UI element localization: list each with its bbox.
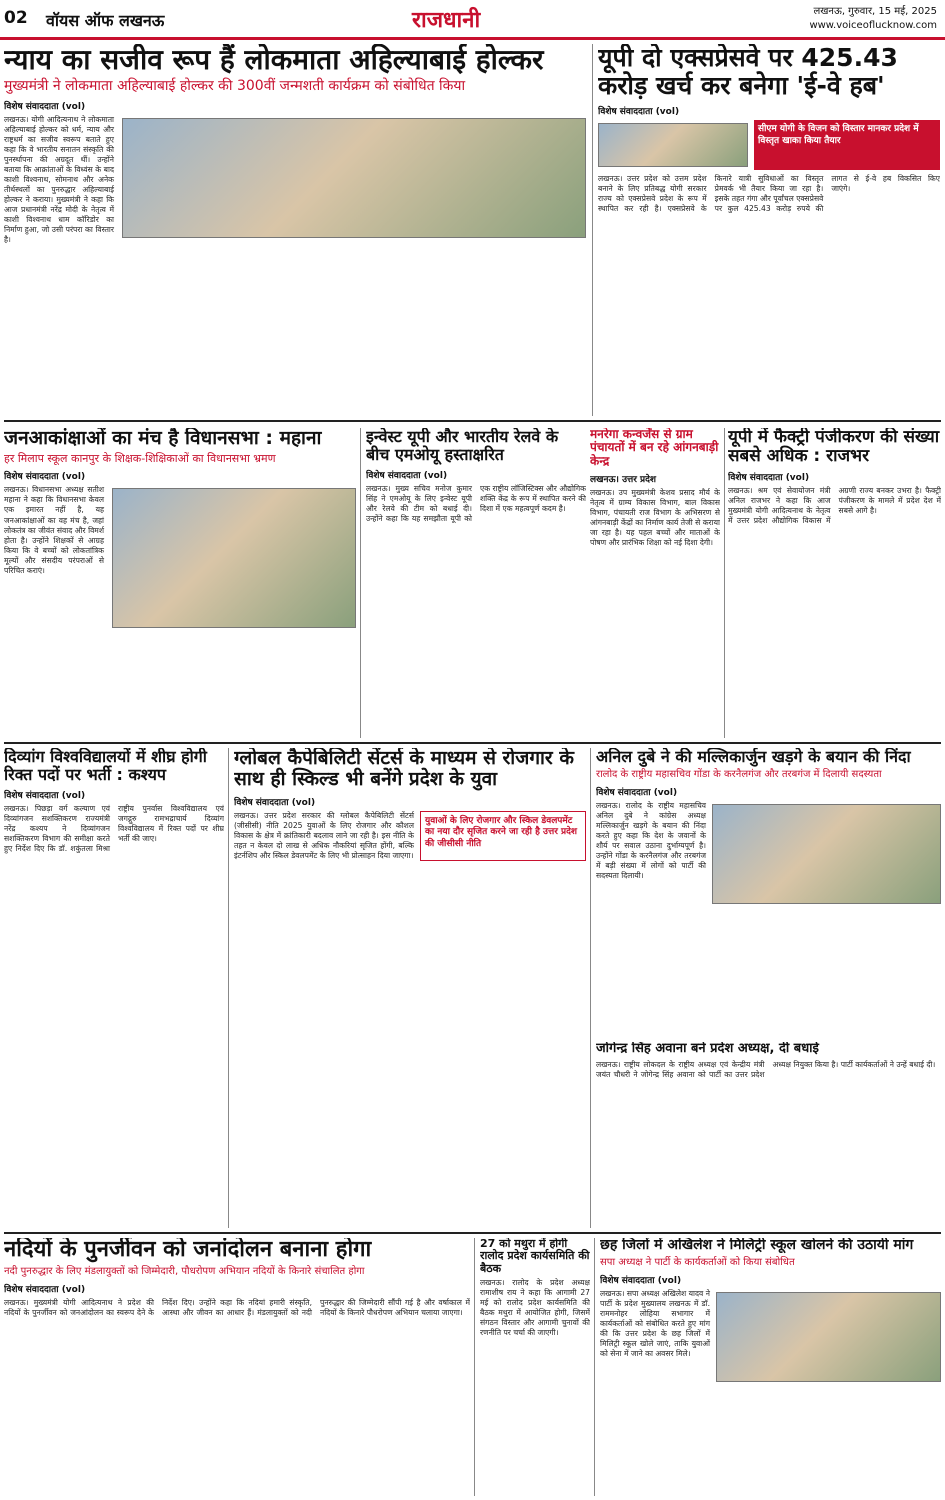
story-body: लखनऊ। श्रम एवं सेवायोजन मंत्री अनिल राजभर ने कहा कि आज मुख्यमंत्री योगी आदित्यनाथ के नेतृत्व में उत्तर प्रदेश औद्योगिक विकास में अग्रणी राज्य बनकर उभरा है। फैक्ट्री पंजीकरण के मामले में प्रदेश देश में सबसे आगे है।: [728, 486, 941, 526]
teachers-photo: [112, 488, 356, 628]
story-rivers: [4, 1238, 470, 1496]
story-anil-dubey: [596, 748, 941, 1038]
headline: अनिल दुबे ने की मल्लिकार्जुन खड़गे के बयान की निंदा: [596, 748, 911, 766]
story-anganwadi: [590, 428, 720, 738]
column-divider: [228, 748, 229, 1228]
story-body: लखनऊ। योगी आदित्यनाथ ने लोकमाता अहिल्याबाई होल्कर को धर्म, न्याय और राष्ट्रधर्म का सजीव स्वरूप बताते हुए कहा कि वे भारतीय सनातन संस्कृति की पुनर्स्थापना की अग्रदूत थीं। उन्होंने बताया कि आक्रांताओं के विध्वंस के बाद काशी विश्वनाथ, सोमनाथ और अनेक तीर्थस्थलों का पुनरुद्धार अहिल्याबाई होल्कर ने कराया। मुख्यमंत्री ने कहा कि आज प्रधानमंत्री नरेंद्र मोदी के नेतृत्व में काशी विश्वनाथ धाम कॉरिडोर का निर्माण हुआ, जो उसी परंपरा का विस्तार है।: [4, 115, 114, 245]
masthead: [0, 0, 945, 40]
subhead: रालोद के राष्ट्रीय महासचिव गोंडा के करनैलगंज और तरबगंज में दिलायी सदस्यता: [596, 768, 882, 780]
section-rule: [4, 742, 941, 744]
event-photo: [122, 118, 586, 238]
byline: विशेष संवाददाता (vol): [4, 472, 86, 483]
subhead: नदी पुनरुद्धार के लिए मंडलायुक्तों को जिम्मेदारी, पौधरोपण अभियान नदियों के किनारे संचालित होगा: [4, 1265, 365, 1277]
membership-photo: [712, 804, 941, 904]
byline: विशेष संवाददाता (vol): [600, 1275, 682, 1286]
column-divider: [594, 1238, 595, 1496]
story-body: लखनऊ। पिछड़ा वर्ग कल्याण एवं दिव्यांगजन सशक्तिकरण राज्यमंत्री नरेंद्र कश्यप ने दिव्यांगजन सशक्तिकरण विभाग की समीक्षा करते हुए निर्देश दिए कि डॉ. शकुंतला मिश्रा राष्ट्रीय पुनर्वास विश्वविद्यालय एवं जगद्गुरु रामभद्राचार्य दिव्यांग विश्वविद्यालय में रिक्त पदों पर शीघ्र भर्ती की जाए।: [4, 803, 224, 853]
story-akhilesh: [600, 1238, 941, 1496]
byline: विशेष संवाददाता (vol): [4, 102, 86, 113]
byline: विशेष संवाददाता (vol): [598, 107, 680, 117]
page-number: 02: [4, 8, 28, 28]
newspaper-logo: राजधानी: [412, 7, 481, 33]
story-eway-hub: [598, 44, 940, 416]
story-body: लखनऊ। रालोद के प्रदेश अध्यक्ष रामाशीष राय ने कहा कि आगामी 27 मई को रालोद प्रदेश कार्यसमिति की बैठक मथुरा में आयोजित होगी, जिसमें संगठन विस्तार और आगामी चुनावों की रणनीति पर चर्चा की जाएगी।: [480, 1277, 590, 1338]
sp-meeting-photo: [716, 1292, 941, 1382]
cm-photo: [598, 123, 748, 167]
headline: दिव्यांग विश्वविद्यालयों में शीघ्र होगी रिक्त पदों पर भर्ती : कश्यप: [4, 748, 207, 784]
story-body: लखनऊ। मुख्यमंत्री योगी आदित्यनाथ ने प्रदेश की नदियों के पुनर्जीवन को जनआंदोलन का स्वरूप देने के निर्देश दिए। उन्होंने कहा कि नदियां हमारी संस्कृति, आस्था और जीवन का आधार हैं। मंडलायुक्तों को नदी पुनरुद्धार की जिम्मेदारी सौंपी गई है और वर्षाकाल में नदियों के किनारे पौधरोपण अभियान चलाया जाएगा।: [4, 1297, 470, 1317]
dateline: [809, 5, 937, 33]
column-divider: [590, 748, 591, 1228]
headline: मनरेगा कन्वर्जेंस से ग्राम पंचायतों में बन रहे आंगनबाड़ी केन्द्र: [590, 428, 719, 468]
story-divyang: [4, 748, 224, 1228]
story-factory: [728, 428, 941, 738]
story-invest-up: [366, 428, 586, 738]
byline: विशेष संवाददाता (vol): [728, 473, 810, 484]
subhead: सपा अध्यक्ष ने पार्टी के कार्यकर्ताओं को किया संबोधित: [600, 1256, 795, 1268]
column-divider: [474, 1238, 475, 1496]
story-body: लखनऊ। सपा अध्यक्ष अखिलेश यादव ने पार्टी के प्रदेश मुख्यालय लखनऊ में डॉ. राममनोहर लोहिया सभागार में कार्यकर्ताओं को संबोधित करते हुए मांग की कि उत्तर प्रदेश के छह जिलों में मिलिट्री स्कूल खोले जाएं, ताकि युवाओं को सेना में जाने का अवसर मिले।: [600, 1288, 710, 1358]
headline: नदियों के पुनर्जीवन को जनांदोलन बनाना होगा: [4, 1238, 372, 1262]
website: www.voiceoflucknow.com: [809, 20, 937, 31]
date: लखनऊ, गुरुवार, 15 मई, 2025: [813, 6, 937, 17]
subhead: मुख्यमंत्री ने लोकमाता अहिल्याबाई होल्कर की 300वीं जन्मशती कार्यक्रम को संबोधित किया: [4, 78, 466, 95]
story-callout: सीएम योगी के विजन को विस्तार मानकर प्रदेश में विस्तृत खाका किया तैयार: [754, 120, 940, 170]
story-body: लखनऊ। राष्ट्रीय लोकदल के राष्ट्रीय अध्यक्ष एवं केन्द्रीय मंत्री जयंत चौधरी ने जोगेन्द्र सिंह अवाना को पार्टी का उत्तर प्रदेश अध्यक्ष नियुक्त किया है। पार्टी कार्यकर्ताओं ने उन्हें बधाई दी।: [596, 1059, 936, 1079]
byline: लखनऊ। उत्तर प्रदेश: [590, 475, 657, 486]
story-awana: [596, 1042, 941, 1228]
column-divider: [592, 44, 593, 416]
section-rule: [4, 1232, 941, 1234]
headline: जनआकांक्षाओं का मंच है विधानसभा : महाना: [4, 428, 322, 449]
story-rld-meeting: [480, 1238, 590, 1496]
section-rule: [4, 420, 941, 422]
story-callout: युवाओं के लिए रोजगार और स्किल डेवलपमेंट का नया दौर सृजित करने जा रही है उत्तर प्रदेश की जीसीसी नीति: [420, 811, 586, 861]
headline: जोगेन्द्र सिंह अवाना बने प्रदेश अध्यक्ष, दी बधाई: [596, 1042, 819, 1056]
story-ahilyabai: [4, 44, 586, 416]
headline: इन्वेस्ट यूपी और भारतीय रेलवे के बीच एमओयू हस्ताक्षरित: [366, 428, 559, 464]
column-divider: [360, 428, 361, 738]
column-divider: [724, 428, 725, 738]
story-vidhansabha: [4, 428, 356, 738]
headline: ग्लोबल कैपेबिलिटी सेंटर्स के माध्यम से रोजगार के साथ ही स्किल्ड भी बनेंगे प्रदेश के युवा: [234, 748, 574, 791]
story-body: लखनऊ। उत्तर प्रदेश को उत्तम प्रदेश बनाने के लिए प्रतिबद्ध योगी सरकार राज्य को एक्सप्रेसवे प्रदेश के रूप में स्थापित कर रही है। एक्सप्रेसवे के किनारे यात्री सुविधाओं का विस्तृत प्रेमवर्क भी तैयार किया जा रहा है। इसके तहत गंगा और पूर्वांचल एक्सप्रेसवे पर कुल 425.43 करोड़ रुपये की लागत से ई-वे हब विकसित किए जाएंगे।: [598, 174, 940, 214]
story-body: लखनऊ। विधानसभा अध्यक्ष सतीश महाना ने कहा कि विधानसभा केवल एक इमारत नहीं है, यह जनआकांक्षाओं का वह मंच है, जहां लोकतंत्र का जीवंत संवाद और विमर्श होता है। उन्होंने शिक्षकों से आग्रह किया कि वे बच्चों को लोकतांत्रिक मूल्यों और संसदीय परंपराओं से परिचित कराएं।: [4, 485, 104, 575]
headline: यूपी में फैक्ट्री पंजीकरण की संख्या सबसे अधिक : राजभर: [728, 428, 940, 467]
byline: विशेष संवाददाता (vol): [4, 1284, 86, 1295]
story-body: लखनऊ। उत्तर प्रदेश सरकार की ग्लोबल कैपेबिलिटी सेंटर्स (जीसीसी) नीति 2025 युवाओं के लिए रोजगार और कौशल विकास के क्षेत्र में क्रांतिकारी बदलाव लाने जा रही है। इस नीति के तहत न केवल दो लाख से अधिक नौकरियां सृजित होंगी, बल्कि इंटर्नशिप और स्किल डेवलपमेंट के लिए भी प्रोत्साहन दिया जाएगा।: [234, 810, 414, 860]
section-name: वॉयस ऑफ लखनऊ: [46, 11, 165, 30]
headline: 27 को मथुरा में होगी रालोद प्रदेश कार्यसमिति की बैठक: [480, 1238, 590, 1275]
byline: विशेष संवाददाता (vol): [4, 790, 86, 801]
headline: छह जिलों में अखिलेश ने मिलिट्री स्कूल खोलने की उठायी मांग: [600, 1238, 914, 1253]
byline: विशेष संवाददाता (vol): [234, 797, 316, 808]
subhead: हर मिलाप स्कूल कानपुर के शिक्षक-शिक्षिकाओं का विधानसभा भ्रमण: [4, 452, 276, 466]
byline: विशेष संवाददाता (vol): [366, 470, 448, 481]
story-gcc: [234, 748, 586, 1228]
headline: न्याय का सजीव रूप हैं लोकमाता अहिल्याबाई होल्कर: [4, 44, 544, 76]
byline: विशेष संवाददाता (vol): [596, 787, 678, 798]
story-body: लखनऊ। मुख्य सचिव मनोज कुमार सिंह ने एमओयू के लिए इन्वेस्ट यूपी और रेलवे की टीम को बधाई दी। उन्होंने कहा कि यह समझौता यूपी को एक राष्ट्रीय लॉजिस्टिक्स और औद्योगिक शक्ति केंद्र के रूप में स्थापित करने की दिशा में एक महत्वपूर्ण कदम है।: [366, 483, 586, 523]
story-body: लखनऊ। रालोद के राष्ट्रीय महासचिव अनिल दुबे ने कांग्रेस अध्यक्ष मल्लिकार्जुन खड़गे के बयान की निंदा करते हुए कहा कि देश के जवानों के शौर्य पर सवाल उठाना दुर्भाग्यपूर्ण है। उन्होंने गोंडा के करनैलगंज और तरबगंज में बड़ी संख्या में लोगों को पार्टी की सदस्यता दिलायी।: [596, 800, 706, 881]
headline: यूपी दो एक्सप्रेसवे पर 425.43 करोड़ खर्च कर बनेगा 'ई-वे हब': [598, 44, 898, 100]
story-body: लखनऊ। उप मुख्यमंत्री केशव प्रसाद मौर्य के नेतृत्व में ग्राम्य विकास विभाग, बाल विकास विभाग, पंचायती राज विभाग के अभिसरण से आंगनबाड़ी केंद्रों का निर्माण कार्य तेजी से कराया जा रहा है। यह पहल बच्चों और माताओं के पोषण और प्रारंभिक शिक्षा को नई दिशा देगी।: [590, 488, 720, 548]
